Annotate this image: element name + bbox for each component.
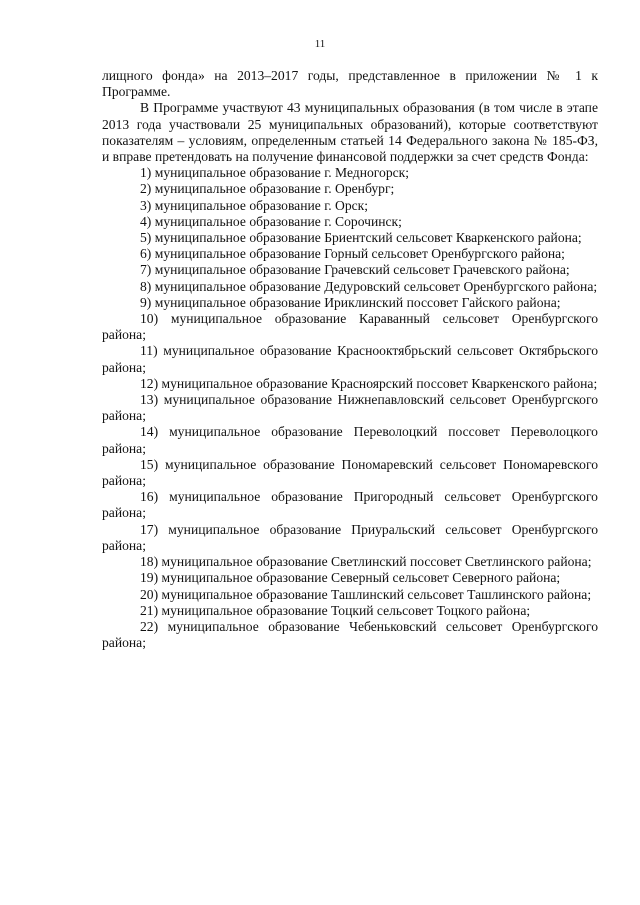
list-item-text: муниципальное образование г. Оренбург;: [154, 181, 395, 197]
list-item-text: муниципальное образование Грачевский сельсовет Грачевского района;: [154, 262, 570, 278]
list-item-text: муниципальное образование Тоцкий сельсовет Тоцкого района;: [161, 602, 531, 618]
list-item-number: 7): [140, 262, 152, 278]
list-item-number: 15): [140, 456, 159, 472]
list-item-number: 18): [140, 554, 159, 570]
list-item: [102, 246, 598, 262]
list-item-text: муниципальное образование Приуральский сельсовет Оренбургского района;: [102, 521, 598, 553]
list-item-number: 14): [140, 424, 159, 440]
list-item: [102, 570, 598, 586]
list-item-text: муниципальное образование Горный сельсовет Оренбургского района;: [154, 246, 565, 262]
list-item-text: муниципальное образование г. Медногорск;: [154, 165, 410, 181]
list-item: [102, 343, 598, 375]
list-item-number: 9): [140, 294, 152, 310]
list-item-number: 4): [140, 213, 152, 229]
list-item: [102, 165, 598, 181]
list-item: [102, 489, 598, 521]
list-item-number: 3): [140, 197, 152, 213]
list-item-text: муниципальное образование Красноярский поссовет Кваркенского района;: [161, 375, 598, 391]
list-item-number: 22): [140, 618, 159, 634]
list-item-number: 1): [140, 165, 152, 181]
page-number: 11: [314, 38, 326, 50]
list-item: [102, 619, 598, 651]
list-item-number: 2): [140, 181, 152, 197]
list-item: [102, 554, 598, 570]
document-body: [102, 68, 598, 651]
list-item-number: 13): [140, 392, 159, 408]
list-item-text: муниципальное образование Ташлинский сельсовет Ташлинского района;: [161, 586, 592, 602]
list-item-number: 21): [140, 602, 159, 618]
list-item: [102, 214, 598, 230]
list-item-text: муниципальное образование Северный сельсовет Северного района;: [161, 570, 561, 586]
list-item: [102, 424, 598, 456]
list-item-text: муниципальное образование Дедуровский сельсовет Оренбургского района;: [154, 278, 598, 294]
list-item: [102, 376, 598, 392]
list-item: [102, 198, 598, 214]
list-item-text: муниципальное образование Бриентский сельсовет Кваркенского района;: [154, 230, 582, 246]
list-item-text: муниципальное образование Краснооктябрьский сельсовет Октябрьского района;: [102, 343, 599, 375]
list-item: [102, 522, 598, 554]
list-item-number: 10): [140, 311, 159, 327]
list-item: [102, 295, 598, 311]
list-item-number: 19): [140, 570, 159, 586]
list-item-text: муниципальное образование г. Орск;: [154, 197, 369, 213]
list-item-number: 17): [140, 521, 159, 537]
list-item: [102, 181, 598, 197]
list-item-number: 6): [140, 246, 152, 262]
list-item-number: 11): [140, 343, 158, 359]
list-item: [102, 392, 598, 424]
list-item: [102, 587, 598, 603]
municipality-list: [102, 165, 598, 651]
list-item: [102, 311, 598, 343]
list-item-text: муниципальное образование г. Сорочинск;: [154, 213, 402, 229]
list-item-number: 20): [140, 586, 159, 602]
list-item-text: муниципальное образование Пономаревский сельсовет Пономаревского района;: [102, 456, 598, 489]
list-item-text: муниципальное образование Переволоцкий поссовет Переволоцкого района;: [102, 424, 598, 456]
list-item-text: муниципальное образование Пригородный сельсовет Оренбургского района;: [102, 489, 598, 521]
list-item-number: 8): [140, 278, 152, 294]
list-item-text: муниципальное образование Чебеньковский сельсовет Оренбургского района;: [102, 618, 598, 651]
intro-paragraph: В Программе участвуют 43 муниципальных образования (в том числе в этапе 2013 года участвовали 25 муниципальных образований), которые соответствуют показателям – условиям, определенным статьей 14 Федерального закона № 185-ФЗ, и вправе претендовать на получение финансовой поддержки за счет средств Фонда:: [102, 100, 598, 165]
list-item-text: муниципальное образование Караванный сельсовет Оренбургского района;: [102, 311, 598, 343]
list-item-number: 5): [140, 230, 152, 246]
list-item: [102, 262, 598, 278]
list-item: [102, 279, 598, 295]
list-item-number: 12): [140, 375, 159, 391]
list-item-text: муниципальное образование Нижнепавловский сельсовет Оренбургского района;: [102, 392, 598, 424]
list-item: [102, 603, 598, 619]
list-item-number: 16): [140, 489, 159, 505]
list-item: [102, 230, 598, 246]
list-item-text: муниципальное образование Ириклинский поссовет Гайского района;: [154, 294, 561, 310]
list-item-text: муниципальное образование Светлинский поссовет Светлинского района;: [161, 554, 592, 570]
list-item: [102, 457, 598, 489]
intro-continuation: лищного фонда» на 2013–2017 годы, представленное в приложении № 1 к Программе.: [102, 68, 598, 100]
